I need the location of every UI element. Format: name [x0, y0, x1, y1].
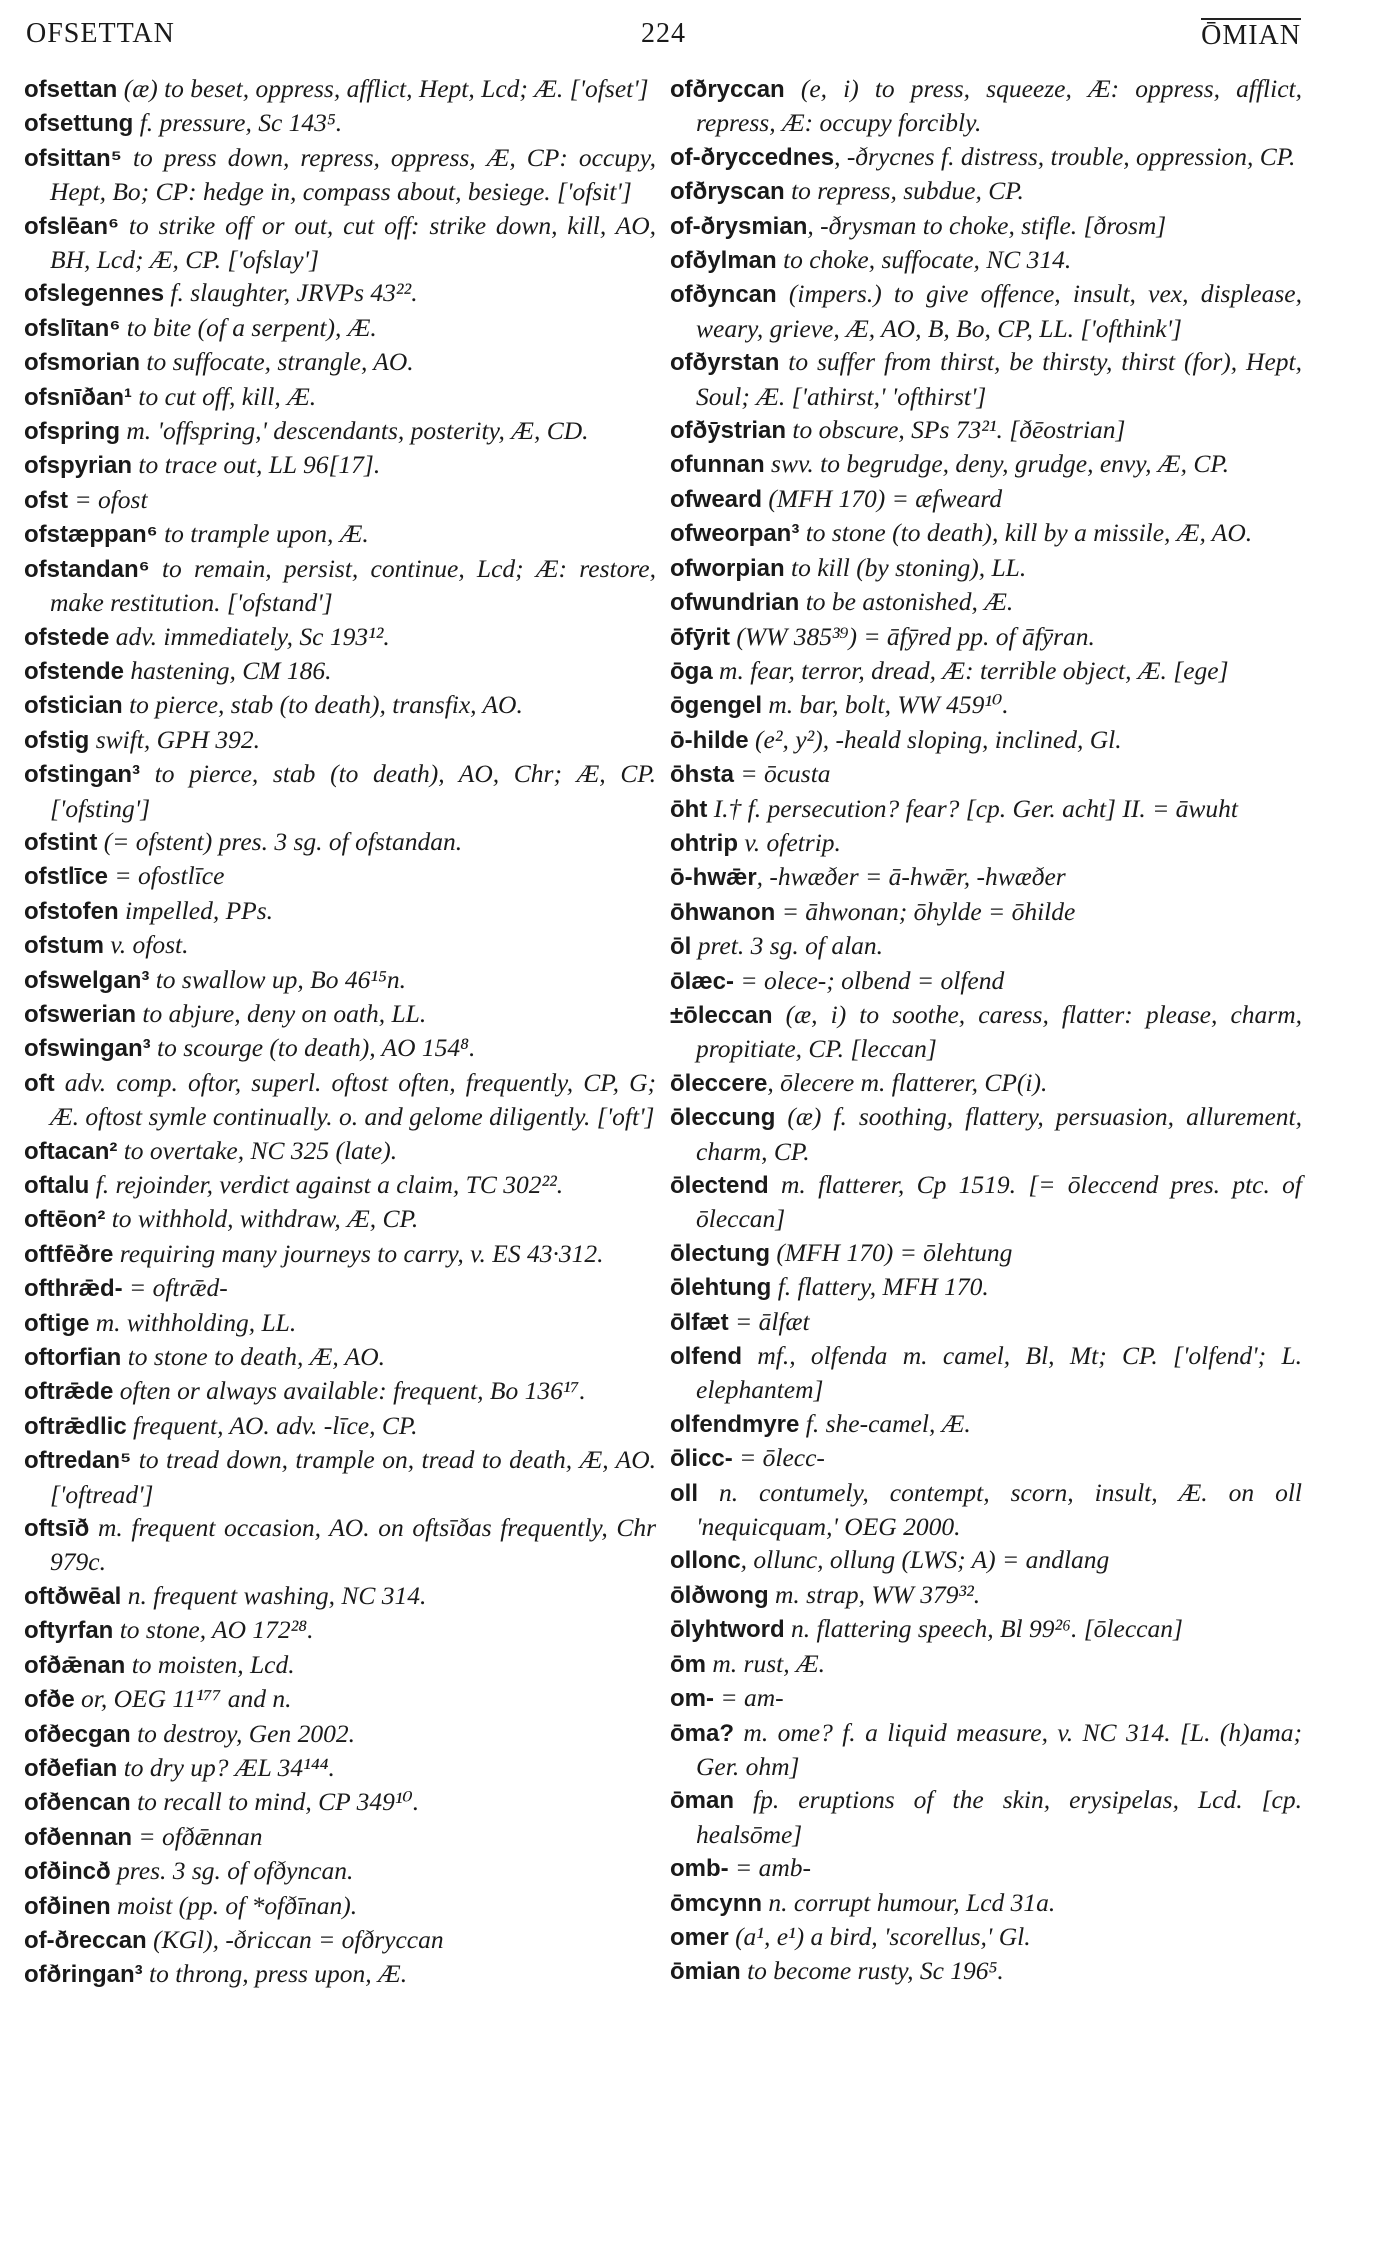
dictionary-entry — [670, 1476, 1302, 1544]
definition: to cut off, kill, Æ. — [132, 381, 317, 411]
headword: ōm — [670, 1650, 706, 1678]
dictionary-entry — [670, 654, 1302, 688]
definition: to press down, repress, oppress, Æ, CP: occupy, Hept, Bo; CP: hedge in, compass about, besiege. ['ofsit'] — [50, 142, 656, 207]
definition: to overtake, NC 325 (late). — [117, 1135, 398, 1165]
definition: , ōlecere m. flatterer, CP(i). — [767, 1067, 1048, 1097]
definition: v. ofetrip. — [737, 827, 841, 857]
headword: oftðwēal — [24, 1582, 122, 1610]
definition: (e², y²), -heald sloping, inclined, Gl. — [748, 724, 1122, 754]
headword: ōhsta — [670, 761, 735, 789]
dictionary-entry — [670, 1339, 1302, 1407]
definition: impelled, PPs. — [118, 895, 274, 925]
definition: requiring many journeys to carry, v. ES 43·312. — [113, 1238, 604, 1268]
dictionary-entry — [24, 552, 656, 620]
dictionary-entry — [670, 72, 1302, 140]
headword: ofsettan — [24, 76, 118, 103]
dictionary-entry — [24, 1340, 656, 1374]
headword: ōfȳrit — [670, 623, 730, 651]
definition: = ofost — [68, 484, 148, 514]
dictionary-entry — [670, 1612, 1302, 1646]
headword: ofunnan — [670, 451, 765, 479]
headword: ō-hilde — [670, 726, 749, 754]
definition: n. contumely, contempt, scorn, insult, Æ. on oll 'nequicquam,' OEG 2000. — [696, 1477, 1302, 1542]
dictionary-entry — [24, 106, 656, 140]
dictionary-entry — [24, 688, 656, 722]
dictionary-entry — [670, 1407, 1302, 1441]
definition: , -hwæðer = ā-hwǣr, -hwæðer — [756, 862, 1066, 892]
page-header — [26, 18, 1301, 58]
dictionary-entry — [670, 1543, 1302, 1577]
definition: mf., olfenda m. camel, Bl, Mt; CP. ['olfend'; L. elephantem] — [696, 1341, 1302, 1405]
definition: to kill (by stoning), LL. — [784, 552, 1027, 582]
dictionary-entry — [670, 1681, 1302, 1715]
dictionary-entry — [24, 1511, 656, 1579]
headword: ōlæc- — [670, 967, 735, 995]
headword: ōga — [670, 657, 713, 685]
dictionary-entry — [24, 1648, 656, 1682]
dictionary-entry — [670, 757, 1302, 791]
dictionary-entry — [24, 654, 656, 688]
definition: moist (pp. of *ofðīnan). — [110, 1890, 358, 1920]
dictionary-entry — [670, 1851, 1302, 1885]
headword: ōhwanon — [670, 898, 776, 926]
headword: oftyrfan — [24, 1617, 114, 1645]
headword: ofðryccan — [670, 76, 785, 103]
headword: ōlectung — [670, 1239, 770, 1267]
dictionary-entry — [24, 1443, 656, 1511]
headword: ōleccung — [670, 1104, 776, 1132]
dictionary-entry — [24, 345, 656, 379]
dictionary-entry — [670, 895, 1302, 929]
dictionary-entry — [670, 140, 1302, 174]
dictionary-entry — [24, 1168, 656, 1202]
headword: ofslegennes — [24, 280, 165, 308]
headword: ±ōleccan — [670, 1001, 773, 1029]
definition: to swallow up, Bo 46¹⁵n. — [149, 964, 406, 994]
headword: ofst — [24, 486, 68, 514]
definition: to dry up? ÆL 34¹⁴⁴. — [117, 1752, 335, 1782]
definition: f. rejoinder, verdict against a claim, TC 302²². — [89, 1170, 564, 1199]
dictionary-entry — [24, 72, 656, 106]
definition: to pierce, stab (to death), AO, Chr; Æ, CP. ['ofsting'] — [50, 759, 656, 823]
headword: ohtrip — [670, 829, 738, 857]
definition: to stone (to death), kill by a missile, Æ, AO. — [799, 518, 1253, 548]
dictionary-entry — [24, 825, 656, 859]
headword: oftalu — [24, 1172, 90, 1199]
definition: = āhwonan; ōhylde = ōhilde — [775, 896, 1076, 926]
dictionary-entry — [670, 998, 1302, 1066]
dictionary-entry — [670, 551, 1302, 585]
headword: ofðǣnan — [24, 1651, 126, 1679]
headword: oftacan² — [24, 1137, 118, 1165]
dictionary-entry — [24, 517, 656, 551]
definition: = amb- — [728, 1853, 812, 1883]
headword: ofstede — [24, 623, 110, 651]
definition: to abjure, deny on oath, LL. — [136, 998, 427, 1028]
definition: to destroy, Gen 2002. — [130, 1718, 355, 1748]
headword: ofwundrian — [670, 589, 800, 617]
headword: ofstofen — [24, 897, 119, 925]
headword: ofðennan — [24, 1823, 132, 1851]
headword: ofstende — [24, 657, 125, 685]
headword: ofðencan — [24, 1789, 131, 1817]
dictionary-entry — [670, 1236, 1302, 1270]
definition: (æ, i) to soothe, caress, flatter: please, charm, propitiate, CP. [leccan] — [696, 999, 1302, 1064]
headword: ollonc — [670, 1547, 741, 1575]
definition: to become rusty, Sc 196⁵. — [740, 1956, 1004, 1986]
dictionary-entry — [24, 1682, 656, 1716]
headword: ofswerian — [24, 1000, 137, 1028]
definition: , -ðrycnes f. distress, trouble, oppression, CP. — [834, 141, 1296, 171]
headword: ōlðwong — [670, 1581, 769, 1609]
definition: to moisten, Lcd. — [125, 1649, 295, 1679]
dictionary-entry — [24, 1271, 656, 1305]
definition: m. frequent occasion, AO. on oftsīðas frequently, Chr 979c. — [50, 1513, 656, 1577]
headword: ōlyhtword — [670, 1616, 785, 1644]
headword: ofstint — [24, 828, 98, 856]
dictionary-entry — [670, 964, 1302, 998]
definition: f. pressure, Sc 143⁵. — [133, 108, 343, 138]
definition: (a¹, e¹) a bird, 'scorellus,' Gl. — [728, 1921, 1031, 1951]
headword: ofðincð — [24, 1858, 111, 1886]
headword: ofðe — [24, 1686, 75, 1714]
definition: to tread down, trample on, tread to death, Æ, AO. ['oftread'] — [50, 1445, 656, 1509]
headword: ofsittan⁵ — [24, 144, 122, 172]
dictionary-entry — [24, 620, 656, 654]
headword: oftrǣde — [24, 1378, 114, 1406]
dictionary-entry — [24, 1031, 656, 1065]
dictionary-entry — [670, 585, 1302, 619]
definition: to throng, press upon, Æ. — [142, 1959, 408, 1989]
dictionary-entry — [670, 1647, 1302, 1681]
definition: to trace out, LL 96[17]. — [132, 450, 381, 480]
definition: = ofðǣnnan — [132, 1821, 263, 1851]
dictionary-entry — [24, 1820, 656, 1854]
definition: m. ome? f. a liquid measure, v. NC 314. [L. (h)ama; Ger. ohm] — [696, 1717, 1302, 1781]
dictionary-entry — [24, 1717, 656, 1751]
definition: fp. eruptions of the skin, erysipelas, Lcd. [cp. healsōme] — [696, 1785, 1302, 1849]
dictionary-entry — [24, 141, 656, 209]
definition: f. flattery, MFH 170. — [771, 1272, 989, 1302]
headword: ōmian — [670, 1958, 741, 1986]
headword: ofðylman — [670, 247, 777, 275]
definition: v. ofost. — [104, 930, 189, 960]
definition: to be astonished, Æ. — [799, 587, 1014, 617]
headword: olfendmyre — [670, 1410, 800, 1438]
definition: to remain, persist, continue, Lcd; Æ: restore, make restitution. ['ofstand'] — [50, 553, 656, 618]
headword: oftfēðre — [24, 1240, 114, 1268]
headword: ofstician — [24, 692, 123, 720]
definition: to stone, AO 172²⁸. — [113, 1615, 314, 1645]
dictionary-entry — [24, 723, 656, 757]
definition: (MFH 170) = æfweard — [762, 483, 1003, 513]
dictionary-entry — [670, 277, 1302, 345]
definition: to trample upon, Æ. — [157, 519, 369, 549]
dictionary-entry — [670, 688, 1302, 722]
dictionary-entry — [24, 448, 656, 482]
headword: of-ðreccan — [24, 1926, 147, 1954]
dictionary-entry — [24, 1237, 656, 1271]
definition: = oftrǣd- — [122, 1273, 228, 1303]
headword: ofðefian — [24, 1754, 118, 1782]
dictionary-entry — [24, 1202, 656, 1236]
definition: to pierce, stab (to death), transfix, AO. — [122, 690, 523, 720]
dictionary-entry — [24, 276, 656, 310]
right-column — [670, 72, 1302, 1989]
dictionary-entry — [670, 482, 1302, 516]
definition: hastening, CM 186. — [124, 655, 332, 685]
definition: to withhold, withdraw, Æ, CP. — [105, 1204, 419, 1234]
headword: ofstæppan⁶ — [24, 521, 158, 549]
dictionary-entry — [670, 792, 1302, 826]
headword: ofðinen — [24, 1892, 111, 1920]
headword: ofsmorian — [24, 349, 141, 377]
headword: of-ðryccednes — [670, 143, 835, 171]
headword: ofstlīce — [24, 863, 109, 891]
headword: om- — [670, 1685, 714, 1713]
definition: m. 'offspring,' descendants, posterity, Æ, CD. — [120, 416, 589, 446]
dictionary-entry — [24, 1889, 656, 1923]
definition: n. flattering speech, Bl 99²⁶. [ōleccan] — [784, 1614, 1183, 1644]
definition: adv. immediately, Sc 193¹². — [109, 621, 390, 651]
dictionary-entry — [24, 1957, 656, 1991]
definition: I.† f. persecution? fear? [cp. Ger. acht] II. = āwuht — [707, 793, 1238, 823]
headword: ōgengel — [670, 692, 763, 720]
dictionary-entry — [670, 1920, 1302, 1954]
headword: ōht — [670, 795, 708, 823]
headword: ō-hwǣr — [670, 864, 757, 892]
dictionary-entry — [670, 723, 1302, 757]
definition: m. fear, terror, dread, Æ: terrible object, Æ. [ege] — [712, 655, 1229, 685]
dictionary-entry — [24, 380, 656, 414]
definition: = ōlecc- — [732, 1443, 825, 1473]
dictionary-entry — [670, 1886, 1302, 1920]
definition: m. strap, WW 379³². — [768, 1579, 981, 1609]
dictionary-entry — [24, 894, 656, 928]
headword: ofweard — [670, 485, 763, 513]
dictionary-entry — [24, 483, 656, 517]
dictionary-entry — [24, 311, 656, 345]
definition: pres. 3 sg. of ofðyncan. — [110, 1856, 354, 1886]
definition: (= ofstent) pres. 3 sg. of ofstandan. — [97, 826, 463, 856]
definition: to strike off or out, cut off: strike down, kill, AO, BH, Lcd; Æ, CP. ['ofslay'] — [50, 210, 656, 275]
running-head-right: ŌMIAN — [1201, 20, 1301, 51]
dictionary-entry — [670, 1716, 1302, 1784]
definition: , ollunc, ollung (LWS; A) = andlang — [740, 1545, 1110, 1575]
dictionary-entry — [24, 1854, 656, 1888]
dictionary-entry — [670, 345, 1302, 413]
definition: , -ðrysman to choke, stifle. [ðrosm] — [807, 210, 1167, 240]
page-number: 224 — [641, 18, 686, 49]
definition: or, OEG 11¹⁷⁷ and n. — [74, 1684, 292, 1714]
headword: ofðringan³ — [24, 1961, 143, 1989]
definition: pret. 3 sg. of alan. — [691, 931, 884, 961]
headword: ōlehtung — [670, 1274, 772, 1302]
definition: (impers.) to give offence, insult, vex, displease, weary, grieve, Æ, AO, B, Bo, CP, LL. ['ofthink'] — [696, 279, 1302, 343]
dictionary-entry — [670, 1066, 1302, 1100]
headword: oft — [24, 1069, 55, 1097]
dictionary-entry — [24, 1751, 656, 1785]
definition: f. slaughter, JRVPs 43²². — [164, 278, 418, 308]
headword: ofstingan³ — [24, 761, 140, 789]
headword: ōma? — [670, 1719, 735, 1747]
headword: ofstandan⁶ — [24, 555, 150, 583]
left-column — [24, 72, 656, 1992]
definition: m. bar, bolt, WW 459¹⁰. — [762, 690, 1009, 720]
dictionary-entry — [24, 997, 656, 1031]
dictionary-entry — [670, 1270, 1302, 1304]
dictionary-entry — [24, 1785, 656, 1819]
dictionary-entry — [24, 928, 656, 962]
headword: omb- — [670, 1855, 729, 1883]
headword: ofslītan⁶ — [24, 314, 121, 342]
definition: = olece-; olbend = olfend — [734, 965, 1005, 995]
definition: swv. to begrudge, deny, grudge, envy, Æ, CP. — [764, 449, 1230, 479]
headword: ofðryscan — [670, 178, 785, 206]
definition: to repress, subdue, CP. — [784, 176, 1024, 206]
dictionary-entry — [670, 447, 1302, 481]
headword: omer — [670, 1923, 729, 1951]
definition: to obscure, SPs 73²¹. [ðēostrian] — [786, 415, 1126, 445]
headword: oll — [670, 1479, 698, 1507]
dictionary-entry — [670, 174, 1302, 208]
headword: ōlfæt — [670, 1308, 729, 1336]
headword: ofspyrian — [24, 452, 133, 480]
dictionary-entry — [670, 243, 1302, 277]
definition: often or always available: frequent, Bo 136¹⁷. — [113, 1376, 586, 1406]
headword: ofslēan⁶ — [24, 212, 120, 240]
dictionary-entry — [24, 1409, 656, 1443]
definition: n. frequent washing, NC 314. — [121, 1580, 427, 1610]
dictionary-entry — [670, 1954, 1302, 1988]
headword: ofswingan³ — [24, 1035, 151, 1063]
headword: ōleccere — [670, 1069, 768, 1097]
definition: adv. comp. oftor, superl. oftost often, frequently, CP, G; Æ. oftost symle continually. o. and gelome diligently. ['oft'] — [50, 1067, 656, 1132]
dictionary-entry — [24, 1579, 656, 1613]
dictionary-entry — [670, 516, 1302, 550]
definition: f. she-camel, Æ. — [799, 1408, 971, 1438]
dictionary-entry — [670, 929, 1302, 963]
definition: (KGl), -ðriccan = ofðryccan — [146, 1924, 444, 1954]
headword: ofðȳstrian — [670, 417, 787, 445]
headword: ofstig — [24, 726, 90, 754]
headword: ofsettung — [24, 110, 134, 138]
dictionary-entry — [670, 1441, 1302, 1475]
headword: oftorfian — [24, 1344, 122, 1372]
headword: ōlicc- — [670, 1445, 733, 1473]
dictionary-entry — [24, 1613, 656, 1647]
definition: m. flatterer, Cp 1519. [= ōleccend pres. ptc. of ōleccan] — [696, 1170, 1302, 1234]
definition: = am- — [714, 1683, 784, 1713]
headword: ofspring — [24, 418, 120, 446]
headword: oftēon² — [24, 1206, 106, 1234]
definition: to recall to mind, CP 349¹⁰. — [130, 1787, 420, 1817]
dictionary-entry — [670, 860, 1302, 894]
headword: ofthrǣd- — [24, 1275, 123, 1303]
dictionary-entry — [24, 1374, 656, 1408]
definition: to stone to death, Æ, AO. — [121, 1342, 386, 1372]
dictionary-entry — [24, 757, 656, 825]
headword: ofswelgan³ — [24, 966, 150, 994]
definition: to suffer from thirst, be thirsty, thirst (for), Hept, Soul; Æ. ['athirst,' 'ofthirst'] — [696, 347, 1302, 411]
headword: ofðyrstan — [670, 349, 780, 377]
dictionary-entry — [670, 1168, 1302, 1236]
headword: ofworpian — [670, 554, 785, 582]
headword: ofðyncan — [670, 281, 777, 309]
dictionary-entry — [670, 1578, 1302, 1612]
definition: to bite (of a serpent), Æ. — [120, 312, 377, 342]
headword: ofstum — [24, 932, 104, 960]
dictionary-entry — [670, 620, 1302, 654]
definition: = ālfæt — [728, 1306, 810, 1336]
definition: (MFH 170) = ōlehtung — [770, 1237, 1013, 1267]
definition: (æ) f. soothing, flattery, persuasion, allurement, charm, CP. — [696, 1102, 1302, 1166]
dictionary-entry — [670, 413, 1302, 447]
headword: ofðecgan — [24, 1720, 131, 1748]
headword: oftredan⁵ — [24, 1447, 132, 1475]
headword: ofweorpan³ — [670, 520, 800, 548]
definition: to scourge (to death), AO 154⁸. — [150, 1033, 476, 1063]
definition: = ōcusta — [734, 759, 831, 789]
definition: n. corrupt humour, Lcd 31a. — [762, 1887, 1056, 1917]
definition: to choke, suffocate, NC 314. — [776, 245, 1072, 275]
headword: oftige — [24, 1309, 90, 1337]
dictionary-entry — [670, 1100, 1302, 1168]
dictionary-entry — [670, 1783, 1302, 1851]
definition: to suffocate, strangle, AO. — [140, 347, 414, 377]
dictionary-entry — [670, 826, 1302, 860]
running-head-left: OFSETTAN — [26, 18, 175, 49]
dictionary-entry — [24, 1306, 656, 1340]
definition: (e, i) to press, squeeze, Æ: oppress, afflict, repress, Æ: occupy forcibly. — [696, 74, 1302, 138]
dictionary-entry — [24, 1923, 656, 1957]
headword: oftsīð — [24, 1515, 90, 1543]
headword: ōlectend — [670, 1172, 769, 1199]
definition: (WW 385³⁹) = āfȳred pp. of āfȳran. — [730, 621, 1095, 651]
headword: oftrǣdlic — [24, 1412, 127, 1440]
headword: ōl — [670, 933, 692, 961]
headword: of-ðrysmian — [670, 212, 808, 240]
headword: ōmcynn — [670, 1889, 763, 1917]
definition: swift, GPH 392. — [89, 724, 261, 754]
headword: ofsnīðan¹ — [24, 383, 132, 411]
definition: frequent, AO. adv. -līce, CP. — [126, 1410, 418, 1440]
headword: ōman — [670, 1787, 735, 1815]
definition: m. rust, Æ. — [706, 1648, 826, 1678]
dictionary-entry — [24, 414, 656, 448]
headword: olfend — [670, 1343, 742, 1371]
dictionary-entry — [670, 209, 1302, 243]
dictionary-entry — [24, 209, 656, 277]
dictionary-entry — [24, 963, 656, 997]
dictionary-entry — [24, 1066, 656, 1134]
dictionary-entry — [670, 1305, 1302, 1339]
definition: m. withholding, LL. — [89, 1307, 297, 1337]
definition: = ofostlīce — [108, 861, 225, 891]
definition: (æ) to beset, oppress, afflict, Hept, Lcd; Æ. ['ofset'] — [117, 74, 649, 103]
dictionary-entry — [24, 1134, 656, 1168]
dictionary-entry — [24, 859, 656, 893]
